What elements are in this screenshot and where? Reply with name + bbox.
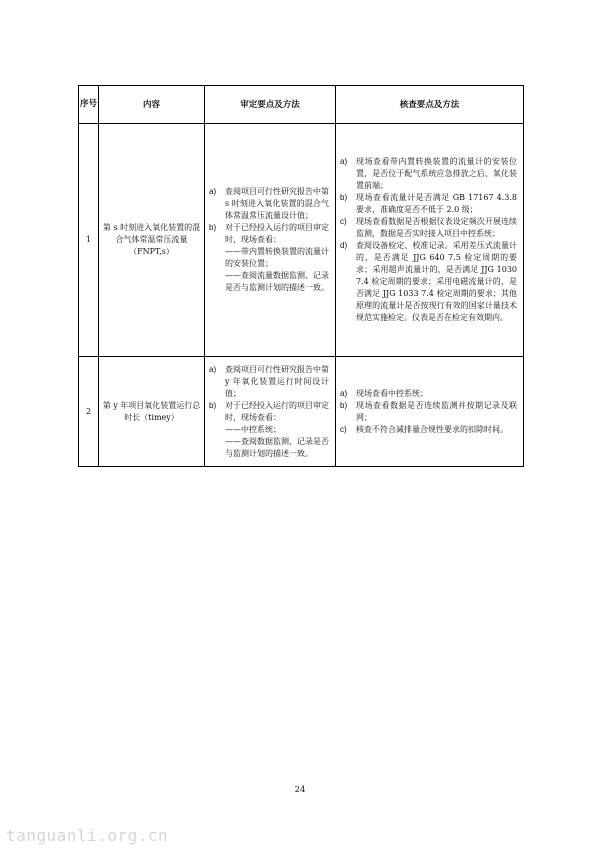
table-row [79,357,524,467]
page-number: 24 [294,785,306,795]
header-verify: 核查要点及方法 [336,86,524,124]
list-item: a) 查阅项目可行性研究报告中第 y 年氧化装置运行时间设计值； [209,364,329,398]
review-cell [205,124,336,357]
row-num: 1 [79,124,99,357]
verify-cell [336,357,524,467]
header-review: 审定要点及方法 [205,86,336,124]
list-item: a) 查阅项目可行性研究报告中第 s 时刻进入氧化装置的混合气体常温常压流量设计值； [209,187,329,220]
list-item: a) 现场查看带内置转换装置的流量计的安装位置，是否位于配气系统应急排放之后、氧化装置前端； [340,157,517,190]
list-item: c) 核查不符合减排量合规性要求的扣除时间。 [340,424,508,434]
row-content: 第 s 时刻进入氧化装置的混合气体常温常压流量（FNPT,s） [99,124,205,357]
table-header-row [79,86,524,124]
row-num: 2 [79,357,99,467]
list-item: c) 现场查看数据是否根据仪表设定频次开展连续监测，数据是否实时接入项目中控系统； [340,217,517,238]
sub-item: ——中控系统； [225,424,281,434]
sub-item: ——查阅流量数据监测、记录是否与监测计划的描述一致。 [225,271,329,292]
table-row [79,124,524,357]
sub-item: ——查阅数据监测、记录是否与监测计划的描述一致。 [225,436,329,458]
review-cell [205,357,336,467]
list-item: b) 现场查看流量计是否满足 GB 17167 4.3.8 要求，准确度是否不低于 2.0 级； [340,193,517,214]
sub-item: ——带内置转换装置的流量计的安装位置； [225,247,329,268]
header-num: 序号 [79,86,99,124]
list-item: b) 对于已经投入运行的项目审定时，现场查看： [209,400,329,422]
list-item: b) 现场查看数据是否连续监测并按期记录及联网； [340,400,517,422]
header-content: 内容 [99,86,205,124]
verify-cell [336,124,524,357]
list-item: a) 现场查看中控系统； [340,388,428,398]
watermark: tanguanli.org.cn [6,826,169,845]
list-item: b) 对于已经投入运行的项目审定时，现场查看： [209,223,329,244]
audit-table [78,85,524,467]
list-item: d) 查阅设备检定、校准记录。采用差压式流量计的，是否满足 JJG 640 7.5 检定周期的要求；采用超声流量计的，是否满足 JJG 1030 7.4 检定周期的要求；采用电磁流量计的，是否满足 JJG 1033 7.4 检定周期的要求；其他原理的流量计是否按现行有效的国家计量技术规范实施检定。仪表是否在检定有效期内。 [340,241,517,322]
row-content: 第 y 年项目氧化装置运行总时长（timey） [99,357,205,467]
